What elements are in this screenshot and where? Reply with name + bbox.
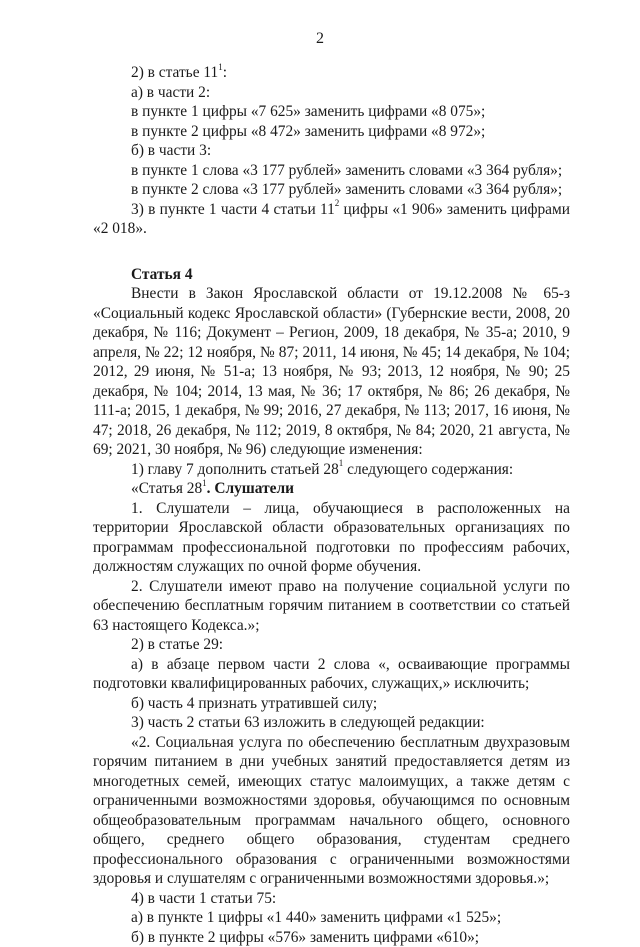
change-item-3: 3) часть 2 статьи 63 изложить в следующей редакции: [93,713,570,733]
article-heading: Статья 4 [93,265,570,285]
page-number: 2 [0,30,640,48]
change-item-4a: а) в пункте 1 цифры «1 440» заменить цифрами «1 525»; [93,908,570,928]
amend-line: в пункте 1 слова «3 177 рублей» заменить словами «3 364 рубля»; [93,161,570,181]
article-intro: Внести в Закон Ярославской области от 19.12.2008 № 65-з «Социальный кодекс Ярославской области» (Губернские вести, 2008, 20 декабря, № 116; Документ – Регион, 2009, 18 декабря, № 35-а; 2010, 9 апреля, № 22; 12 ноября, № 87; 2011, 14 июня, № 45; 14 декабря, № 104; 2012, 29 июня, № 51-а; 13 ноября, № 93; 2013, 12 ноября, № 90; 25 декабря, № 104; 2014, 13 мая, № 36; 17 октября, № 86; 26 декабря, № 111-а; 2015, 1 декабря, № 99; 2016, 27 декабря, № 113; 2017, 16 июня, № 47; 2018, 26 декабря, № 112; 2019, 8 октября, № 84; 2020, 21 августа, № 69; 2021, 30 ноября, № 96) следующие изменения: [93,284,570,460]
document-body [93,63,570,947]
amend-line: в пункте 2 цифры «8 472» заменить цифрами «8 972»; [93,122,570,142]
new-article-title: «Статья $28^1$. Слушатели [93,479,570,499]
change-item-2: 2) в статье 29: [93,635,570,655]
change-item-4b: б) в пункте 2 цифры «576» заменить цифрами «610»; [93,928,570,947]
change-item-2a: а) в абзаце первом части 2 слова «, осваивающие программы подготовки квалифицированных рабочих, служащих,» исключить; [93,655,570,694]
amend-item-2: 2) в статье $11^1$: [93,63,570,83]
amend-line: в пункте 1 цифры «7 625» заменить цифрами «8 075»; [93,102,570,122]
sub-item-a: а) в части 2: [93,83,570,103]
sub-item-b: б) в части 3: [93,141,570,161]
change-item-2b: б) часть 4 признать утратившей силу; [93,694,570,714]
listeners-para-2: 2. Слушатели имеют право на получение социальной услуги по обеспечению бесплатным горячим питанием в соответствии со статьей 63 настоящего Кодекса.»; [93,577,570,636]
amend-line: «2 018». [93,219,570,239]
amend-line: в пункте 2 слова «3 177 рублей» заменить словами «3 364 рубля»; [93,180,570,200]
amend-item-3: 3) в пункте 1 части 4 статьи $11^2$ цифры «1 906» заменить цифрами [93,200,570,220]
listeners-para-1: 1. Слушатели – лица, обучающиеся в расположенных на территории Ярославской области образовательных организациях по программам профессиональной подготовки по профессиям рабочих, должностям служащих по очной форме обучения. [93,499,570,577]
article-63-text: «2. Социальная услуга по обеспечению бесплатным двухразовым горячим питанием в дни учебных занятий предоставляется детям из многодетных семей, имеющих статус малоимущих, а также детям с ограниченными возможностями здоровья, обучающимся по основным общеобразовательным программам начального общего, основного общего, среднего общего образования, студентам среднего профессионального образования с ограниченными возможностями здоровья и слушателям с ограниченными возможностями здоровья.»; [93,733,570,889]
change-item-4: 4) в части 1 статьи 75: [93,889,570,909]
change-item-1: 1) главу 7 дополнить статьей $28^1$ следующего содержания: [93,460,570,480]
